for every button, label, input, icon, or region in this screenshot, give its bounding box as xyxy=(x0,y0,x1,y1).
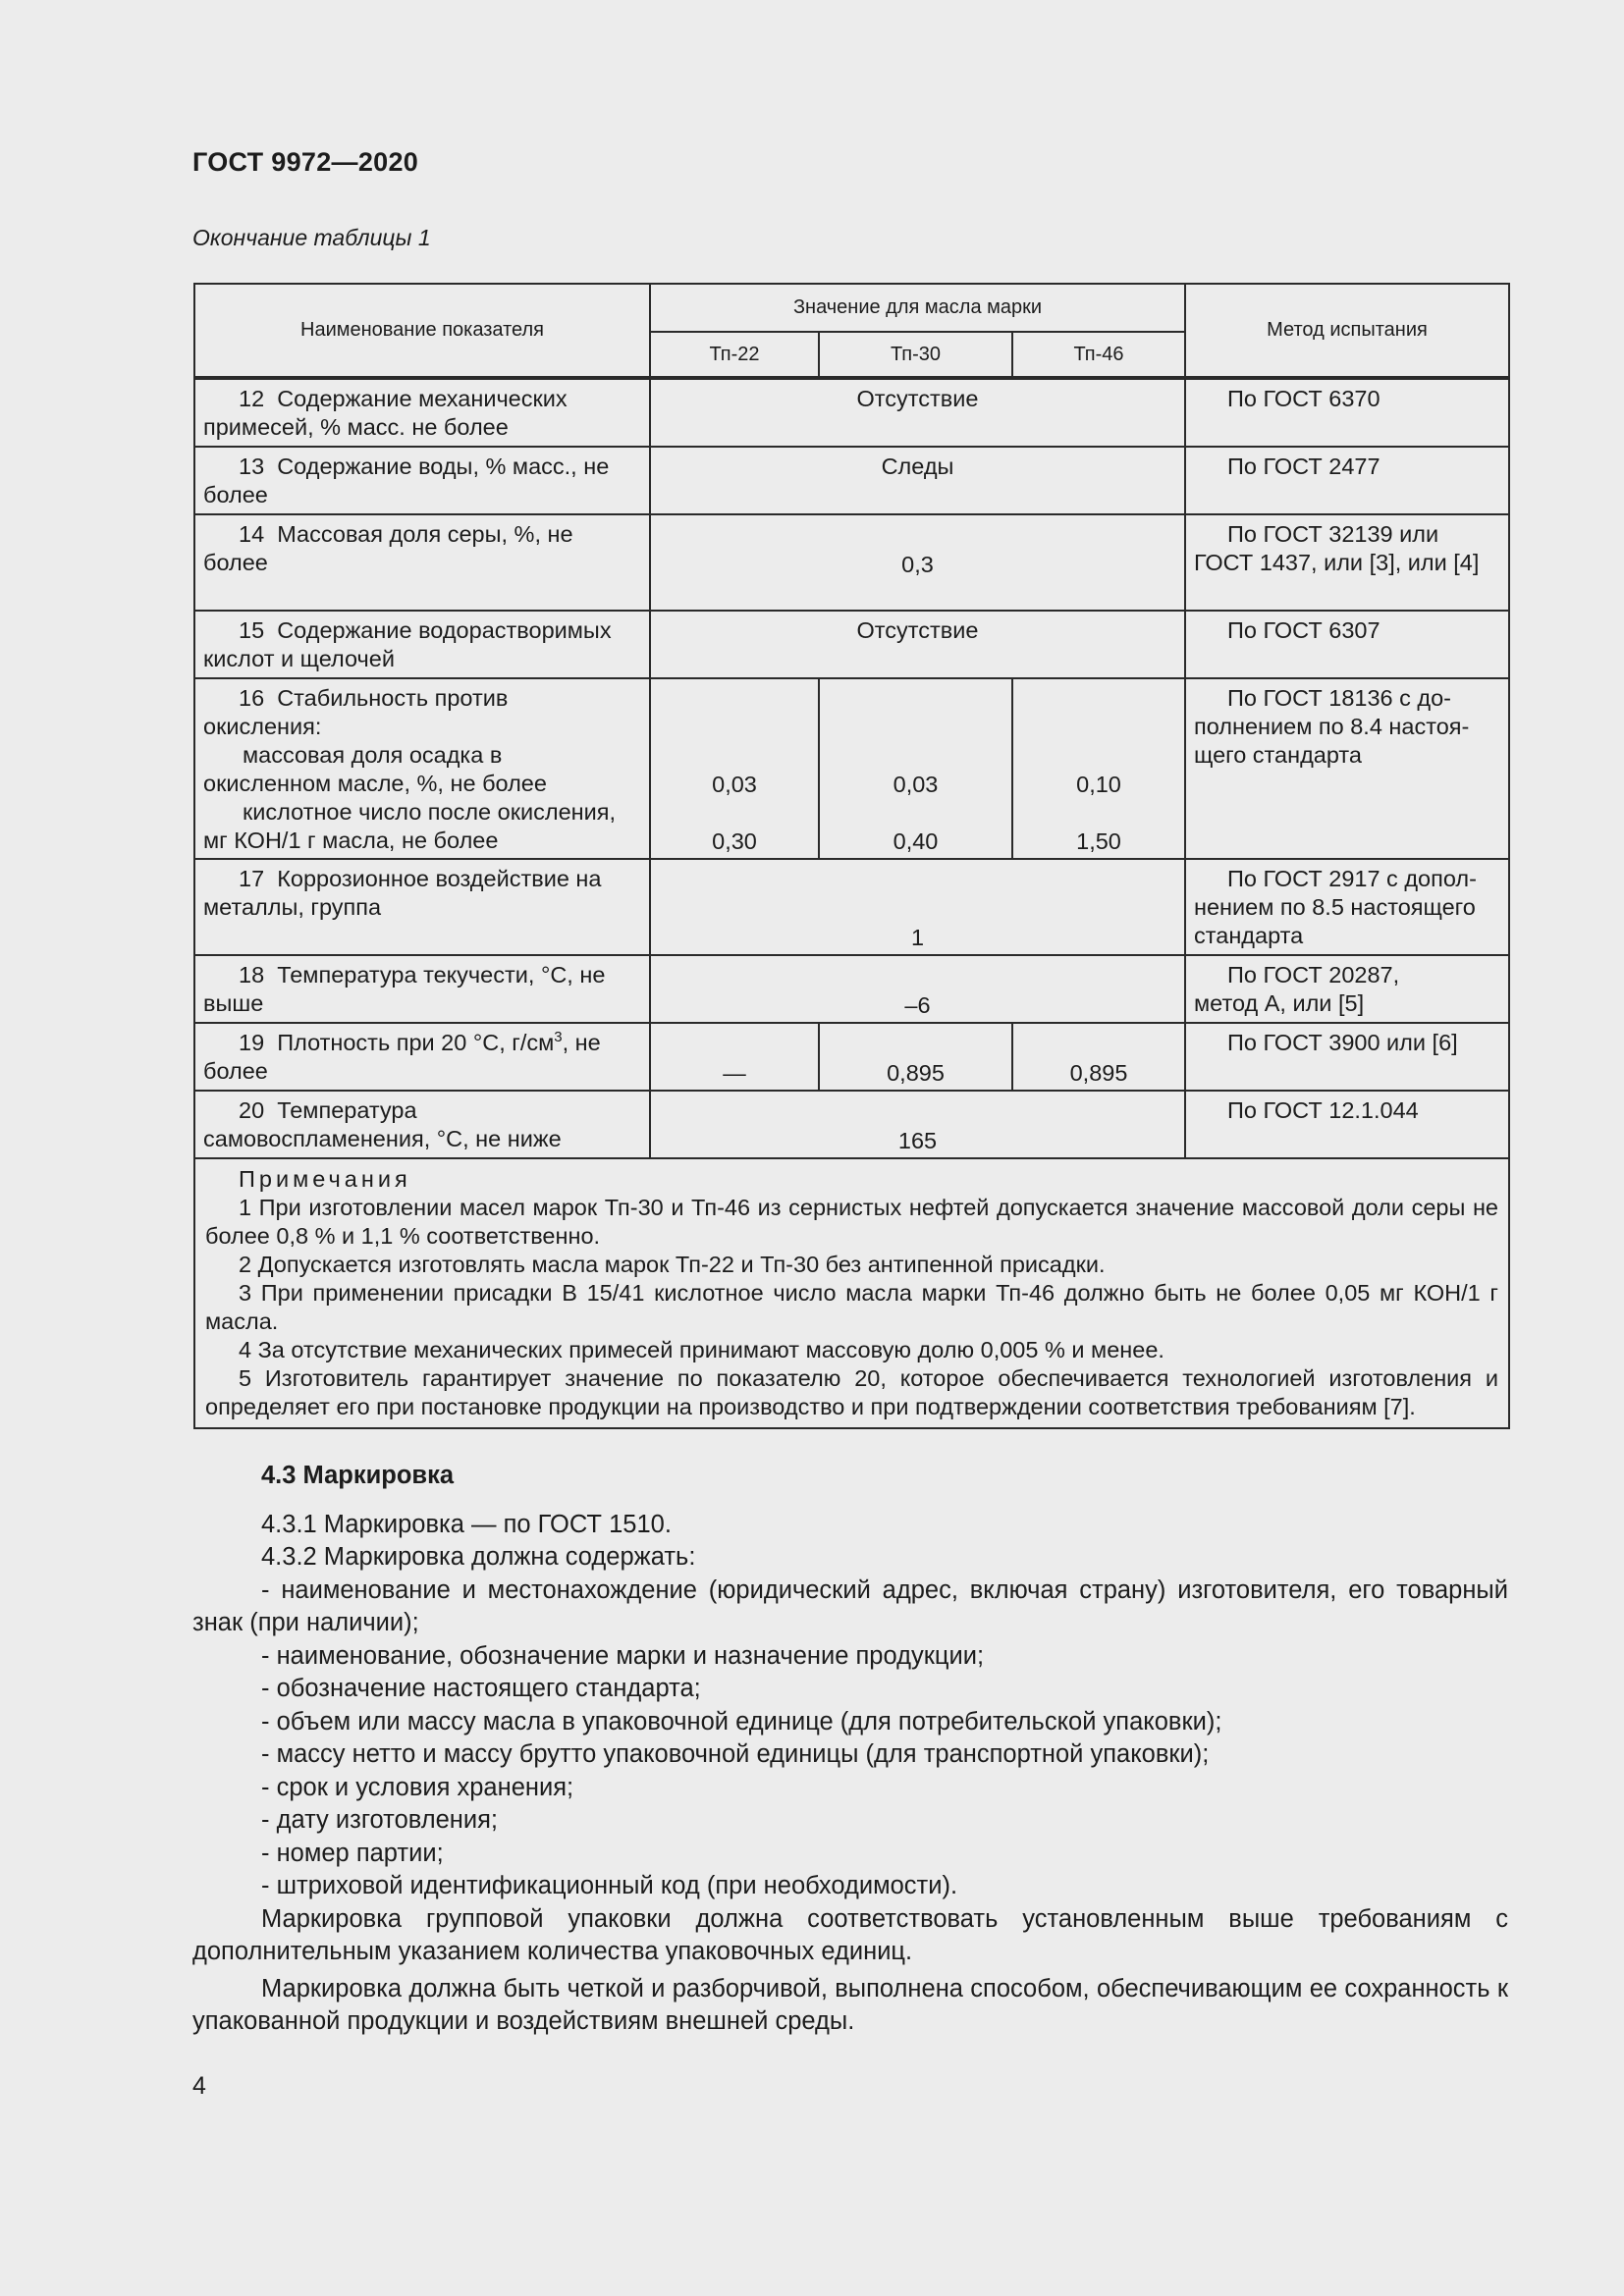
paragraph: Маркировка групповой упаковки должна соответствовать установленным выше требованиям с дополнительным указанием количества упаковочных единиц. xyxy=(192,1904,1508,1965)
indicator-value-tp46: 0,10 1,50 xyxy=(1012,678,1185,859)
specification-table xyxy=(193,283,1510,1429)
header-grade-tp22: Тп-22 xyxy=(650,332,819,378)
table-row xyxy=(194,1023,1509,1091)
paragraph: 4.3.1 Маркировка — по ГОСТ 1510. xyxy=(261,1510,672,1538)
section-heading: 4.3 Маркировка xyxy=(261,1462,455,1489)
notes-title: Примечания xyxy=(239,1166,411,1192)
indicator-name: 13 Содержание воды, % масс., не более xyxy=(194,447,650,514)
table-notes xyxy=(194,1158,1509,1428)
test-method: По ГОСТ 18136 с до- полнением по 8.4 настоя-щего стандарта xyxy=(1185,678,1509,859)
table-row xyxy=(194,514,1509,611)
indicator-value: 0,3 xyxy=(650,514,1185,611)
note-item: 5 Изготовитель гарантирует значение по показателю 20, которое обеспечивается технологией изготовления и определяет его при постановке продукции на производство и при подтверждении соответствия требованиям [7]. xyxy=(205,1365,1498,1419)
list-item: - объем или массу масла в упаковочной единице (для потребительской упаковки); xyxy=(261,1707,1222,1735)
indicator-value-tp22: — xyxy=(650,1023,819,1091)
indicator-name: 19 Плотность при 20 °С, $г/см^3$, не более xyxy=(194,1023,650,1091)
test-method: По ГОСТ 20287, метод А, или [5] xyxy=(1185,955,1509,1023)
paragraph: 4.3.2 Маркировка должна содержать: xyxy=(261,1543,696,1571)
list-item: - номер партии; xyxy=(261,1839,444,1867)
indicator-value: 1 xyxy=(650,859,1185,955)
header-name: Наименование показателя xyxy=(194,284,650,378)
list-item: - дату изготовления; xyxy=(261,1806,498,1834)
table-row xyxy=(194,859,1509,955)
note-item: 1 При изготовлении масел марок Тп-30 и Тп-46 из сернистых нефтей допускается значение массовой доли серы не более 0,8 % и 1,1 % соответственно. xyxy=(205,1195,1498,1249)
test-method: По ГОСТ 2477 xyxy=(1185,447,1509,514)
indicator-value: Отсутствие xyxy=(650,611,1185,678)
indicator-name: 16 Стабильность против окисления: массовая доля осадка в окисленном масле, %, не более кислотное число после окисления, мг КОН/1 г масла, не более xyxy=(194,678,650,859)
header-value-group: Значение для масла марки xyxy=(650,284,1185,332)
indicator-name: 17 Коррозионное воздействие на металлы, группа xyxy=(194,859,650,955)
note-item: 2 Допускается изготовлять масла марок Тп-22 и Тп-30 без антипенной присадки. xyxy=(239,1252,1106,1277)
test-method: По ГОСТ 6370 xyxy=(1185,378,1509,447)
indicator-name: 15 Содержание водорастворимых кислот и щелочей xyxy=(194,611,650,678)
indicator-value: Отсутствие xyxy=(650,378,1185,447)
page-number: 4 xyxy=(192,2072,206,2100)
list-item: - наименование и местонахождение (юридический адрес, включая страну) изготовителя, его товарный знак (при наличии); xyxy=(192,1575,1508,1636)
note-item: 4 За отсутствие механических примесей принимают массовую долю 0,005 % и менее. xyxy=(239,1337,1164,1362)
table-row xyxy=(194,1091,1509,1158)
table-caption: Окончание таблицы 1 xyxy=(192,225,431,250)
paragraph: Маркировка должна быть четкой и разборчивой, выполнена способом, обеспечивающим ее сохранность к упакованной продукции и воздействиям внешней среды. xyxy=(192,1974,1508,2035)
indicator-name: 12 Содержание механических примесей, % масс. не более xyxy=(194,378,650,447)
table-row xyxy=(194,378,1509,447)
test-method: По ГОСТ 3900 или [6] xyxy=(1185,1023,1509,1091)
indicator-name: 20 Температура самовоспламенения, °С, не ниже xyxy=(194,1091,650,1158)
test-method: По ГОСТ 2917 с допол- нением по 8.5 настоящего стандарта xyxy=(1185,859,1509,955)
test-method: По ГОСТ 12.1.044 xyxy=(1185,1091,1509,1158)
list-item: - штриховой идентификационный код (при необходимости). xyxy=(261,1872,958,1899)
document-code: ГОСТ 9972—2020 xyxy=(192,147,419,177)
test-method: По ГОСТ 6307 xyxy=(1185,611,1509,678)
list-item: - обозначение настоящего стандарта; xyxy=(261,1675,701,1702)
header-grade-tp30: Тп-30 xyxy=(819,332,1012,378)
table-notes-row xyxy=(194,1158,1509,1428)
note-item: 3 При применении присадки В 15/41 кислотное число масла марки Тп-46 должно быть не более 0,05 мг КОН/1 г масла. xyxy=(205,1280,1498,1334)
indicator-name: 14 Массовая доля серы, %, не более xyxy=(194,514,650,611)
table-row xyxy=(194,678,1509,859)
indicator-name: 18 Температура текучести, °С, не выше xyxy=(194,955,650,1023)
indicator-value: –6 xyxy=(650,955,1185,1023)
header-method: Метод испытания xyxy=(1185,284,1509,378)
table-row xyxy=(194,447,1509,514)
indicator-value-tp22: 0,03 0,30 xyxy=(650,678,819,859)
indicator-value-tp30: 0,03 0,40 xyxy=(819,678,1012,859)
indicator-value: Следы xyxy=(650,447,1185,514)
list-item: - массу нетто и массу брутто упаковочной единицы (для транспортной упаковки); xyxy=(261,1740,1210,1768)
list-item: - срок и условия хранения; xyxy=(261,1773,574,1801)
table-row xyxy=(194,955,1509,1023)
indicator-value-tp46: 0,895 xyxy=(1012,1023,1185,1091)
list-item: - наименование, обозначение марки и назначение продукции; xyxy=(261,1641,985,1670)
test-method: По ГОСТ 32139 или ГОСТ 1437, или [3], или [4] xyxy=(1185,514,1509,611)
header-grade-tp46: Тп-46 xyxy=(1012,332,1185,378)
section-marking xyxy=(192,1460,1508,2039)
indicator-value: 165 xyxy=(650,1091,1185,1158)
indicator-value-tp30: 0,895 xyxy=(819,1023,1012,1091)
table-row xyxy=(194,611,1509,678)
